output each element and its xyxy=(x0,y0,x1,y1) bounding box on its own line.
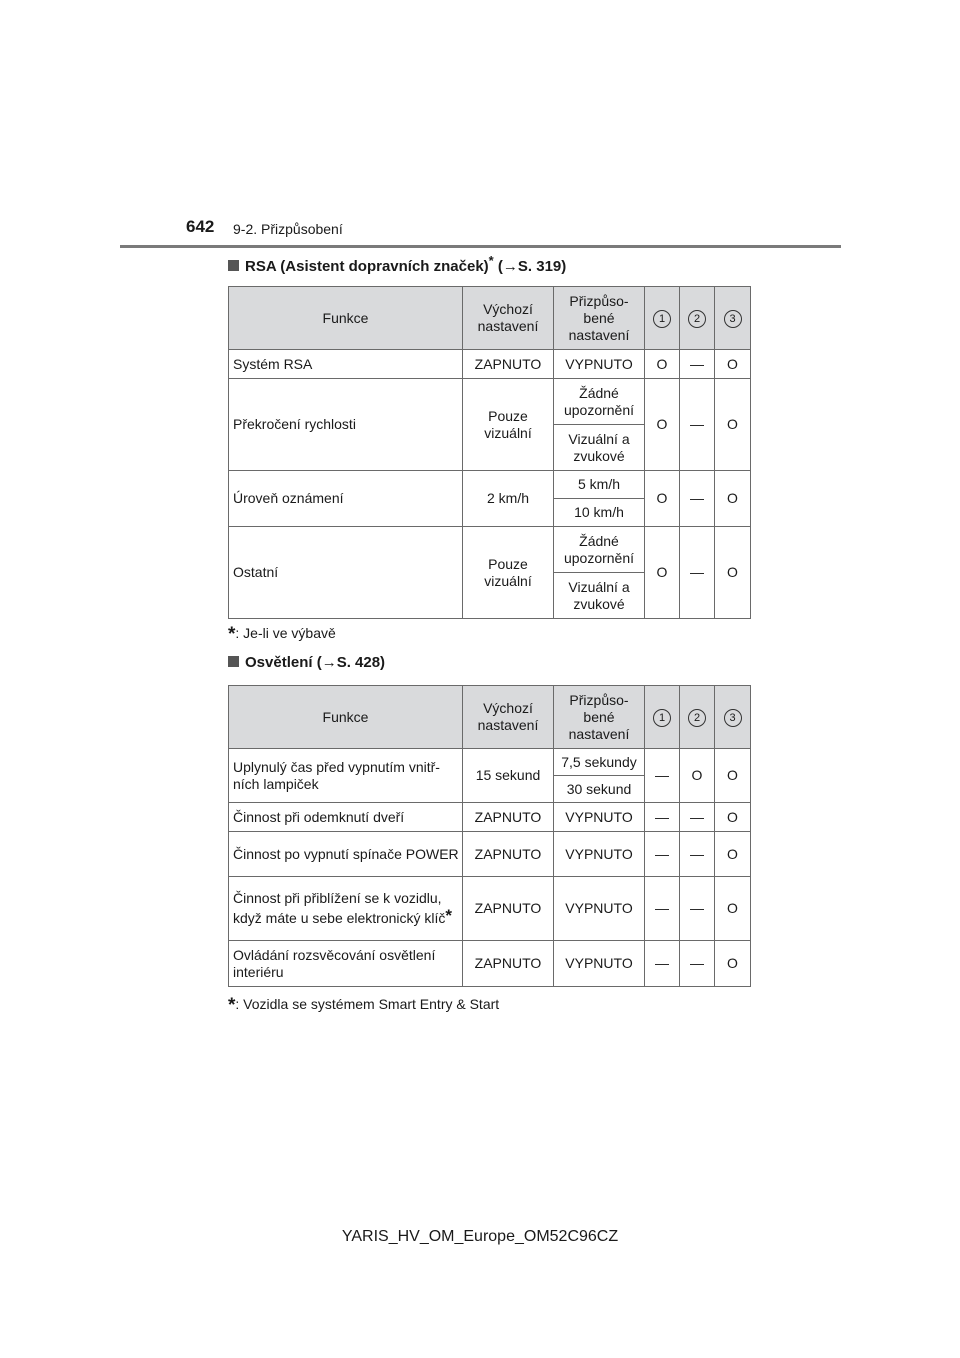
header-mode-1 xyxy=(645,686,680,749)
section-title-lighting xyxy=(228,654,385,671)
cell-option: Vizuální a zvukové xyxy=(554,573,645,619)
cell-funkce xyxy=(229,877,463,941)
cell-asterisk: * xyxy=(445,906,453,925)
cell-mode-3: O xyxy=(715,832,751,877)
square-bullet-icon xyxy=(228,260,239,271)
cell-option: VYPNUTO xyxy=(554,832,645,877)
cell-funkce: Činnost po vypnutí spínače POWER xyxy=(229,832,463,877)
cell-vychozi: Pouze vizuální xyxy=(463,527,554,619)
header-prizpusobene: Přizpůso-bené nastavení xyxy=(554,686,645,749)
header-funkce: Funkce xyxy=(229,287,463,350)
table-row xyxy=(229,941,751,987)
cell-mode-2: — xyxy=(680,832,715,877)
header-mode-3 xyxy=(715,287,751,350)
cell-mode-3: O xyxy=(715,527,751,619)
cell-mode-2: — xyxy=(680,941,715,987)
cell-mode-3: O xyxy=(715,749,751,803)
table-row xyxy=(229,749,751,776)
cell-option: 5 km/h xyxy=(554,471,645,499)
cell-funkce: Překročení rychlosti xyxy=(229,379,463,471)
cell-vychozi: ZAPNUTO xyxy=(463,941,554,987)
cell-mode-1: — xyxy=(645,749,680,803)
cell-funkce: Úroveň oznámení xyxy=(229,471,463,527)
cell-funkce: Ostatní xyxy=(229,527,463,619)
footnote-asterisk: * xyxy=(228,624,236,645)
footnote-rsa xyxy=(228,624,336,646)
table-row xyxy=(229,803,751,832)
table-header-row xyxy=(229,287,751,350)
circled-number-icon: 1 xyxy=(653,310,671,328)
title-asterisk: * xyxy=(488,253,494,268)
document-code: YARIS_HV_OM_Europe_OM52C96CZ xyxy=(341,1228,619,1245)
page-reference: (→S. 319) xyxy=(493,258,567,275)
cell-funkce: Uplynulý čas před vypnutím vnitř-ních lampiček xyxy=(229,749,463,803)
cell-mode-2: — xyxy=(680,803,715,832)
cell-vychozi: 15 sekund xyxy=(463,749,554,803)
cell-mode-2: — xyxy=(680,350,715,379)
header-prizpusobene: Přizpůso-bené nastavení xyxy=(554,287,645,350)
cell-option: 30 sekund xyxy=(554,776,645,803)
cell-mode-2: — xyxy=(680,877,715,941)
table-row xyxy=(229,832,751,877)
header-mode-3 xyxy=(715,686,751,749)
section-title-text: Osvětlení xyxy=(245,654,313,671)
cell-option: Vizuální a zvukové xyxy=(554,425,645,471)
cell-mode-3: O xyxy=(715,471,751,527)
cell-mode-3: O xyxy=(715,941,751,987)
page-number: 642 xyxy=(186,217,215,236)
cell-vychozi: Pouze vizuální xyxy=(463,379,554,471)
footnote-text: : Je-li ve výbavě xyxy=(235,625,336,641)
circled-number-icon: 2 xyxy=(688,709,706,727)
table-row xyxy=(229,350,751,379)
footnote-lighting xyxy=(228,995,499,1017)
cell-mode-3: O xyxy=(715,877,751,941)
table-header-row xyxy=(229,686,751,749)
footnote-text: : Vozidla se systémem Smart Entry & Start xyxy=(235,996,500,1012)
header-rule xyxy=(120,245,841,248)
section-title-rsa xyxy=(228,253,566,275)
cell-mode-1: O xyxy=(645,527,680,619)
chapter-title: 9-2. Přizpůsobení xyxy=(233,221,343,237)
cell-option: VYPNUTO xyxy=(554,877,645,941)
cell-option: VYPNUTO xyxy=(554,803,645,832)
table-row xyxy=(229,877,751,941)
cell-vychozi: 2 km/h xyxy=(463,471,554,527)
cell-mode-2: — xyxy=(680,527,715,619)
header-mode-1 xyxy=(645,287,680,350)
circled-number-icon: 3 xyxy=(724,709,742,727)
cell-mode-1: — xyxy=(645,832,680,877)
table-row xyxy=(229,471,751,499)
page-reference: (→S. 428) xyxy=(312,654,386,671)
square-bullet-icon xyxy=(228,656,239,667)
header-mode-2 xyxy=(680,686,715,749)
cell-option: Žádné upozornění xyxy=(554,527,645,573)
cell-mode-1: O xyxy=(645,379,680,471)
cell-vychozi: ZAPNUTO xyxy=(463,803,554,832)
table-row xyxy=(229,527,751,573)
header-vychozi: Výchozí nastavení xyxy=(463,686,554,749)
cell-funkce: Činnost při odemknutí dveří xyxy=(229,803,463,832)
cell-mode-3: O xyxy=(715,350,751,379)
cell-mode-2: — xyxy=(680,379,715,471)
cell-mode-1: — xyxy=(645,803,680,832)
cell-option: VYPNUTO xyxy=(554,350,645,379)
header-vychozi: Výchozí nastavení xyxy=(463,287,554,350)
cell-option: 7,5 sekundy xyxy=(554,749,645,776)
cell-option: Žádné upozornění xyxy=(554,379,645,425)
table-row xyxy=(229,379,751,425)
cell-mode-2: O xyxy=(680,749,715,803)
cell-funkce-text: Činnost při přiblížení se k vozidlu, když máte u sebe elektronický klíč xyxy=(233,890,446,926)
header-mode-2 xyxy=(680,287,715,350)
header-funkce: Funkce xyxy=(229,686,463,749)
cell-mode-1: — xyxy=(645,941,680,987)
cell-vychozi: ZAPNUTO xyxy=(463,877,554,941)
cell-funkce: Systém RSA xyxy=(229,350,463,379)
cell-mode-3: O xyxy=(715,803,751,832)
cell-option: VYPNUTO xyxy=(554,941,645,987)
cell-mode-2: — xyxy=(680,471,715,527)
circled-number-icon: 1 xyxy=(653,709,671,727)
cell-mode-1: O xyxy=(645,350,680,379)
footnote-asterisk: * xyxy=(228,995,236,1016)
cell-vychozi: ZAPNUTO xyxy=(463,350,554,379)
cell-mode-1: O xyxy=(645,471,680,527)
circled-number-icon: 3 xyxy=(724,310,742,328)
circled-number-icon: 2 xyxy=(688,310,706,328)
cell-mode-3: O xyxy=(715,379,751,471)
cell-vychozi: ZAPNUTO xyxy=(463,832,554,877)
cell-funkce: Ovládání rozsvěcování osvětlení interiéru xyxy=(229,941,463,987)
section-title-text: RSA (Asistent dopravních značek) xyxy=(245,258,489,275)
cell-mode-1: — xyxy=(645,877,680,941)
cell-option: 10 km/h xyxy=(554,499,645,527)
rsa-table xyxy=(228,286,751,619)
lighting-table xyxy=(228,685,751,987)
